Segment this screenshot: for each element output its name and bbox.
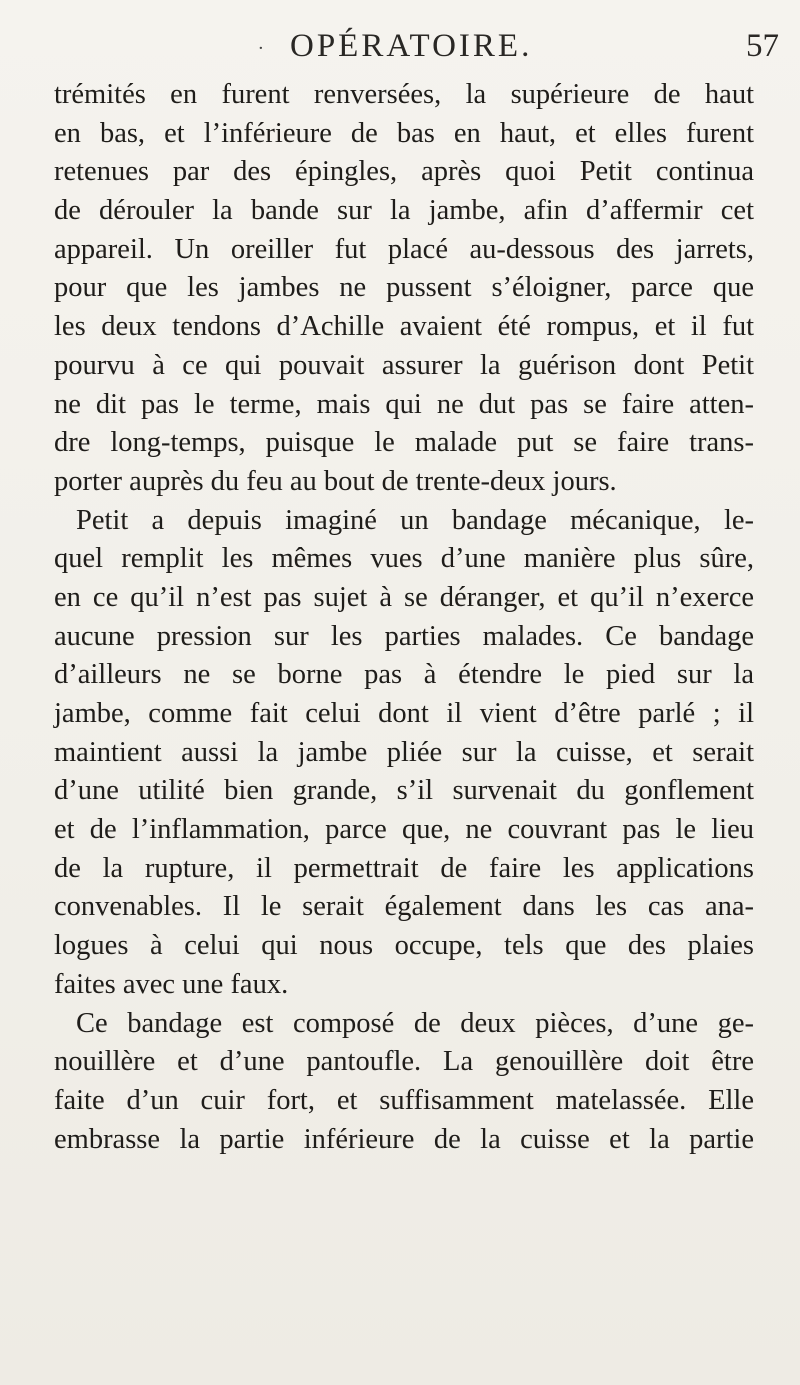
running-head <box>0 28 800 68</box>
head-mark: · <box>258 38 264 59</box>
text-line-18: maintient aussi la jambe pliée sur la cuisse, et serait <box>54 736 754 768</box>
text-line-22: convenables. Il le serait également dans les cas ana- <box>54 891 754 923</box>
text-line-7: les deux tendons d’Achille avaient été rompus, et il fut <box>54 311 754 343</box>
text-line-8: pourvu à ce qui pouvait assurer la guérison dont Petit <box>54 349 754 381</box>
text-line-28: embrasse la partie inférieure de la cuisse et la partie <box>54 1123 754 1155</box>
text-line-13: quel remplit les mêmes vues d’une manière plus sûre, <box>54 543 754 575</box>
text-line-21: de la rupture, il permettrait de faire les applications <box>54 852 754 884</box>
text-line-3: retenues par des épingles, après quoi Petit continua <box>54 156 754 188</box>
text-line-26: nouillère et d’une pantoufle. La genouillère doit être <box>54 1046 754 1078</box>
running-title: OPÉRATOIRE. <box>290 28 533 64</box>
text-line-25: Ce bandage est composé de deux pièces, d’une ge- <box>76 1007 754 1039</box>
text-line-16: d’ailleurs ne se borne pas à étendre le pied sur la <box>54 659 754 691</box>
text-line-11: porter auprès du feu au bout de trente-deux jours. <box>54 465 617 497</box>
text-line-17: jambe, comme fait celui dont il vient d’être parlé ; il <box>54 698 754 729</box>
text-line-10: dre long-temps, puisque le malade put se faire trans- <box>54 427 754 459</box>
text-line-12: Petit a depuis imaginé un bandage mécanique, le- <box>76 504 754 536</box>
text-line-14: en ce qu’il n’est pas sujet à se déranger, et qu’il n’exerce <box>54 581 754 613</box>
text-line-15: aucune pression sur les parties malades. Ce bandage <box>54 620 754 652</box>
page-number: 57 <box>746 28 779 64</box>
text-line-20: et de l’inflammation, parce que, ne couvrant pas le lieu <box>54 814 754 846</box>
text-line-9: ne dit pas le terme, mais qui ne dut pas se faire atten- <box>54 388 754 420</box>
text-line-19: d’une utilité bien grande, s’il survenait du gonflement <box>54 775 754 807</box>
text-line-4: de dérouler la bande sur la jambe, afin d’affermir cet <box>54 195 754 227</box>
text-line-1: trémités en furent renversées, la supérieure de haut <box>54 79 754 110</box>
text-line-27: faite d’un cuir fort, et suffisamment matelassée. Elle <box>54 1084 754 1116</box>
body-text <box>54 76 754 1159</box>
text-line-5: appareil. Un oreiller fut placé au-dessous des jarrets, <box>54 233 754 265</box>
text-line-23: logues à celui qui nous occupe, tels que des plaies <box>54 930 754 962</box>
text-line-6: pour que les jambes ne pussent s’éloigner, parce que <box>54 272 754 304</box>
text-line-2: en bas, et l’inférieure de bas en haut, et elles furent <box>54 117 754 149</box>
text-line-24: faites avec une faux. <box>54 968 289 1000</box>
